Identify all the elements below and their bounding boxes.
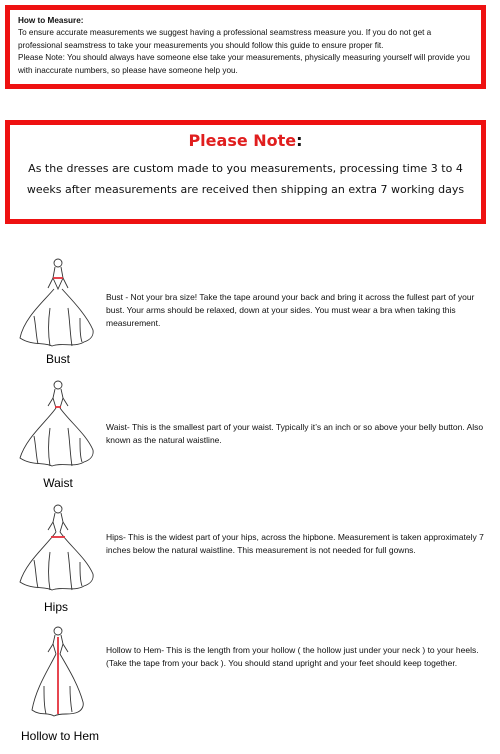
- hollow-to-hem-section: [10, 624, 490, 749]
- bust-description: Bust - Not your bra size! Take the tape around your back and bring it across the fullest part of your bust. Your arms should be relaxed, down at your sides. You must wear a bra when taking this measurement.: [106, 292, 475, 328]
- waist-section: [10, 378, 490, 493]
- hollow-to-hem-label: Hollow to Hem: [20, 729, 100, 743]
- bust-label: Bust: [45, 352, 70, 366]
- hips-description: Hips- This is the widest part of your hips, across the hipbone. Measurement is taken approximately 7 inches below the natural waistline. This measurement is not needed for full gowns.: [106, 532, 484, 555]
- please-note-title-text: Please Note: [188, 131, 297, 150]
- please-note-title: [10, 131, 481, 150]
- gown-hollow-to-hem-icon: [14, 624, 100, 720]
- how-to-measure-text: To ensure accurate measurements we suggest having a professional seamstress measure you. If you do not get a professional seamstress to take your measurements you should follow this guide to ensure proper fit.: [18, 28, 432, 50]
- how-to-measure-box: [5, 5, 486, 89]
- hips-label: Hips: [43, 600, 68, 614]
- processing-time-text: As the dresses are custom made to you measurements, processing time 3 to 4 weeks after measurements are received then shipping an extra 7 working days: [26, 162, 465, 196]
- gown-waist-icon: [14, 378, 100, 470]
- bust-section: [10, 256, 490, 371]
- gown-bust-icon: [14, 256, 100, 352]
- how-to-measure-heading: How to Measure:: [18, 16, 84, 25]
- please-note-colon: :: [296, 131, 303, 150]
- please-note-text: Please Note: You should always have someone else take your measurements, physically measuring yourself will provide you with inaccurate numbers, so please have someone help you.: [18, 53, 470, 75]
- waist-description: Waist- This is the smallest part of your waist. Typically it’s an inch or so above your belly button. Also known as the natural waistline.: [106, 422, 484, 445]
- hollow-to-hem-description: Hollow to Hem- This is the length from your hollow ( the hollow just under your neck ) to your heels. (Take the tape from your back ). You should stand upright and your feet should keep together.: [106, 645, 479, 668]
- please-note-box: [5, 120, 486, 224]
- waist-label: Waist: [43, 476, 73, 490]
- hips-section: [10, 502, 490, 617]
- gown-hips-icon: [14, 502, 100, 594]
